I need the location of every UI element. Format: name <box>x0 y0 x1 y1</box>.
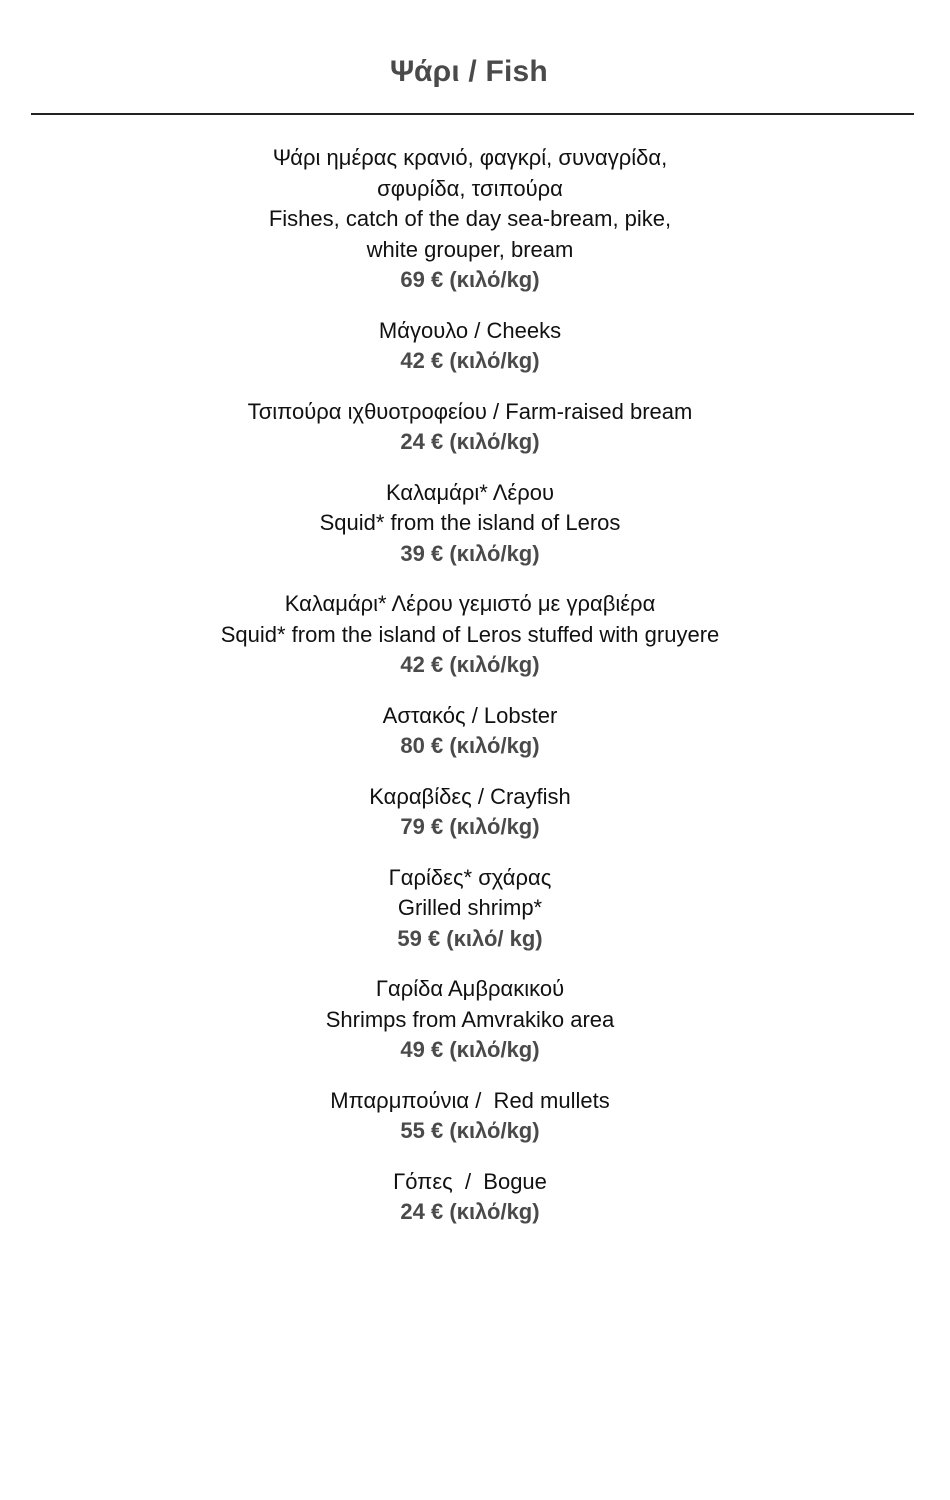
item-description-line: Τσιπούρα ιχθυοτροφείου / Farm-raised bream <box>247 398 693 424</box>
item-description-line: Μπαρμπούνια / Red mullets <box>330 1087 610 1113</box>
item-description-line: Γόπες / Bogue <box>393 1168 547 1194</box>
item-price: 49 € (κιλό/kg) <box>400 1037 540 1062</box>
item-description-line: Squid* from the island of Leros stuffed with gruyere <box>220 621 720 647</box>
item-description-line: Γαρίδες* σχάρας <box>388 864 552 890</box>
menu-item-lobster <box>0 701 940 762</box>
item-description-line: Καλαμάρι* Λέρου <box>385 479 555 505</box>
item-description-line: Μάγουλο / Cheeks <box>378 317 562 343</box>
item-price: 59 € (κιλό/ kg) <box>397 925 543 951</box>
item-description-line: Shrimps from Amvrakiko area <box>325 1006 615 1032</box>
menu-item-stuffed-squid <box>0 589 940 681</box>
menu-list <box>0 143 940 1248</box>
item-description-line: Αστακός / Lobster <box>382 702 558 728</box>
menu-item-squid <box>0 478 940 570</box>
item-price: 69 € (κιλό/kg) <box>400 267 540 292</box>
item-price: 39 € (κιλό/kg) <box>400 540 540 566</box>
item-description-line: Squid* from the island of Leros <box>319 510 621 535</box>
item-price: 80 € (κιλό/kg) <box>400 733 540 758</box>
item-description-line: Ψάρι ημέρας κρανιό, φαγκρί, συναγρίδα, <box>272 145 668 170</box>
item-description-line: Fishes, catch of the day sea-bream, pike, <box>268 206 672 231</box>
menu-item-red-mullets <box>0 1086 940 1147</box>
menu-item-grilled-shrimp <box>0 863 940 955</box>
item-description-line: Καραβίδες / Crayfish <box>369 783 571 809</box>
menu-item-bogue <box>0 1167 940 1228</box>
item-description-line: Grilled shrimp* <box>397 895 543 920</box>
menu-item-farm-raised-bream <box>0 397 940 458</box>
item-price: 42 € (κιλό/kg) <box>400 348 540 373</box>
item-price: 79 € (κιλό/kg) <box>400 814 540 839</box>
item-price: 24 € (κιλό/kg) <box>400 429 540 454</box>
item-description-line: white grouper, bream <box>366 236 574 262</box>
menu-item-cheeks <box>0 316 940 377</box>
item-description-line: σφυρίδα, τσιπούρα <box>377 175 563 201</box>
item-price: 55 € (κιλό/kg) <box>400 1118 540 1143</box>
title-divider <box>31 113 914 115</box>
item-price: 42 € (κιλό/kg) <box>400 652 540 677</box>
menu-item-amvrakiko-shrimps <box>0 974 940 1066</box>
item-price: 24 € (κιλό/kg) <box>400 1199 540 1224</box>
item-description-line: Καλαμάρι* Λέρου γεμιστό με γραβιέρα <box>284 591 656 616</box>
page-title: Ψάρι / Fish <box>390 55 548 88</box>
item-description-line: Γαρίδα Αμβρακικού <box>375 976 565 1001</box>
menu-item-catch-of-the-day <box>0 143 940 296</box>
menu-item-crayfish <box>0 782 940 843</box>
